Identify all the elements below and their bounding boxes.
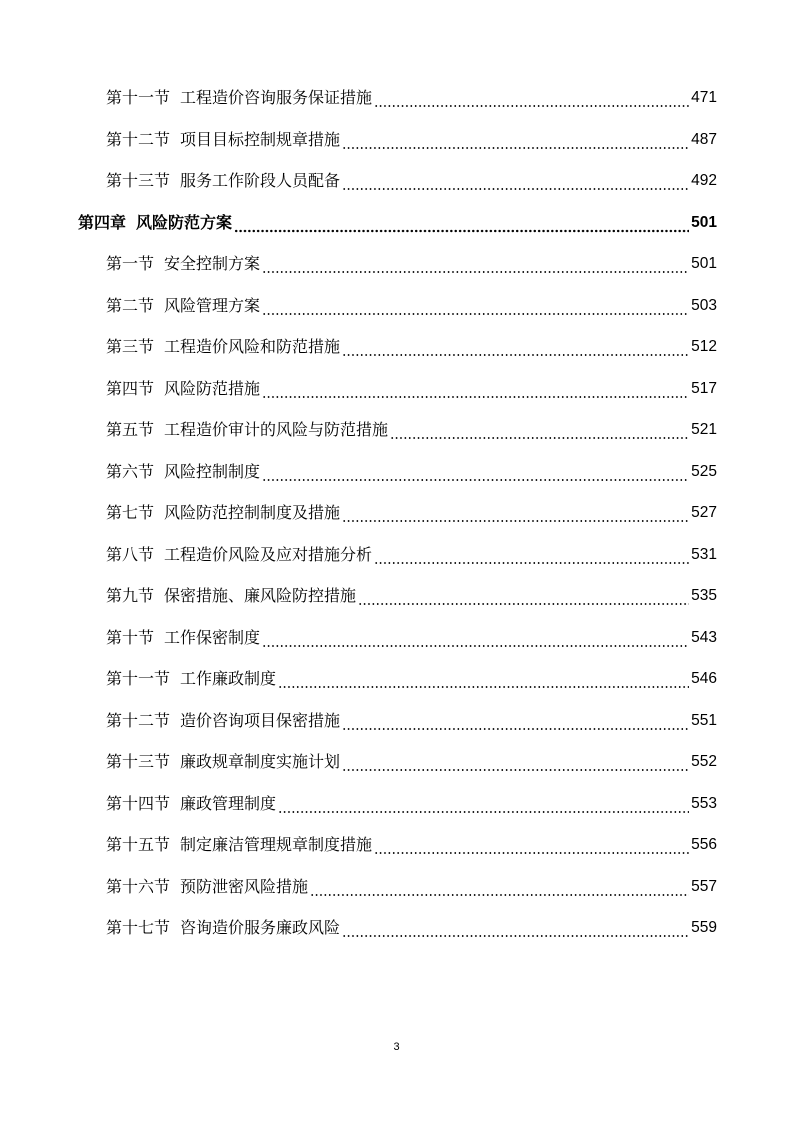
- toc-section-entry[interactable]: [0, 700, 793, 742]
- toc-entry-row: [106, 617, 717, 659]
- toc-section-entry[interactable]: [0, 907, 793, 949]
- toc-entry-number: 第四节: [106, 378, 155, 398]
- toc-section-entry[interactable]: [0, 285, 793, 327]
- toc-entry-label: [106, 534, 374, 576]
- toc-entry-label: [106, 783, 278, 825]
- toc-entry-number: 第十一节: [106, 88, 171, 107]
- toc-entry-row: [78, 202, 717, 244]
- toc-entry-row: [106, 285, 717, 327]
- toc-entry-number: 第一节: [106, 254, 155, 273]
- toc-entry-row: [106, 575, 717, 617]
- toc-entry-page: 552: [691, 753, 717, 770]
- toc-dot-leader: [374, 77, 689, 119]
- toc-entry-label: [106, 907, 342, 949]
- toc-dot-leader: [278, 783, 689, 825]
- toc-entry-number: 第十一节: [106, 669, 171, 688]
- toc-entry-number: 第四章: [78, 212, 127, 232]
- toc-section-entry[interactable]: [0, 617, 793, 659]
- toc-entry-page: 521: [691, 421, 717, 438]
- toc-dot-leader: [342, 907, 689, 949]
- toc-entry-label: [106, 741, 342, 783]
- toc-entry-number: 第七节: [106, 503, 155, 522]
- toc-entry-row: [106, 907, 717, 949]
- toc-entry-number: 第十四节: [106, 793, 171, 813]
- toc-section-entry[interactable]: [0, 783, 793, 825]
- toc-entry-title: 工程造价审计的风险与防范措施: [164, 420, 389, 439]
- toc-entry-number: 第五节: [106, 420, 155, 439]
- toc-section-entry[interactable]: [0, 741, 793, 783]
- toc-entry-title: 安全控制方案: [164, 254, 261, 273]
- toc-entry-row: [106, 326, 717, 368]
- toc-entry-row: [106, 534, 717, 576]
- toc-entry-title: 服务工作阶段人员配备: [180, 171, 341, 190]
- toc-entry-title: 造价咨询项目保密措施: [180, 710, 341, 730]
- toc-section-entry[interactable]: [0, 866, 793, 908]
- toc-entry-number: 第十三节: [106, 752, 171, 771]
- toc-section-entry[interactable]: [0, 492, 793, 534]
- toc-entry-title: 工程造价风险和防范措施: [164, 337, 341, 356]
- toc-entry-label: [106, 658, 278, 700]
- toc-entry-title: 风险防范措施: [164, 378, 261, 398]
- toc-entry-row: [106, 160, 717, 202]
- toc-entry-number: 第九节: [106, 586, 155, 605]
- toc-entry-title: 制定廉洁管理规章制度措施: [180, 835, 373, 854]
- toc-dot-leader: [374, 534, 689, 576]
- toc-dot-leader: [342, 119, 689, 161]
- toc-entry-label: [106, 77, 374, 119]
- toc-entry-row: [106, 824, 717, 866]
- toc-entry-number: 第八节: [106, 544, 155, 564]
- toc-entry-label: [106, 326, 342, 368]
- toc-entry-label: [106, 119, 342, 161]
- toc-section-entry[interactable]: [0, 658, 793, 700]
- toc-entry-number: 第二节: [106, 295, 155, 315]
- toc-entry-label: [106, 866, 310, 908]
- toc-entry-row: [106, 658, 717, 700]
- toc-entry-number: 第十二节: [106, 710, 171, 730]
- toc-entry-number: 第三节: [106, 337, 155, 356]
- toc-section-entry[interactable]: [0, 243, 793, 285]
- toc-entry-number: 第六节: [106, 461, 155, 481]
- toc-entry-title: 廉政规章制度实施计划: [180, 752, 341, 771]
- toc-section-entry[interactable]: [0, 409, 793, 451]
- toc-dot-leader: [262, 285, 689, 327]
- toc-section-entry[interactable]: [0, 326, 793, 368]
- toc-entry-label: [106, 368, 262, 410]
- toc-entry-label: [106, 160, 342, 202]
- toc-entry-page: 553: [691, 794, 717, 812]
- toc-dot-leader: [278, 658, 689, 700]
- toc-dot-leader: [262, 243, 689, 285]
- toc-entry-page: 487: [691, 130, 717, 148]
- toc-entry-page: 525: [691, 462, 717, 480]
- toc-entry-page: 501: [691, 255, 717, 272]
- toc-entry-page: 492: [691, 172, 717, 189]
- toc-entry-page: 551: [691, 711, 717, 729]
- page-number: 3: [393, 1041, 400, 1053]
- toc-entry-number: 第十五节: [106, 835, 171, 854]
- toc-entry-title: 风险管理方案: [164, 295, 261, 315]
- toc-dot-leader: [342, 160, 689, 202]
- toc-entry-label: [106, 824, 374, 866]
- toc-entry-page: 503: [691, 296, 717, 314]
- toc-entry-row: [106, 77, 717, 119]
- toc-entry-number: 第十七节: [106, 918, 171, 937]
- toc-entry-title: 风险防范控制制度及措施: [164, 503, 341, 522]
- toc-entry-title: 保密措施、廉风险防控措施: [164, 586, 357, 605]
- toc-dot-leader: [342, 326, 689, 368]
- toc-dot-leader: [342, 741, 689, 783]
- toc-dot-leader: [374, 824, 689, 866]
- toc-entry-label: [106, 492, 342, 534]
- toc-dot-leader: [310, 866, 689, 908]
- toc-entry-page: 535: [691, 587, 717, 604]
- toc-entry-page: 546: [691, 670, 717, 687]
- toc-entry-title: 工作保密制度: [164, 627, 261, 647]
- toc-entry-row: [106, 368, 717, 410]
- toc-entry-label: [106, 285, 262, 327]
- toc-entry-title: 风险控制制度: [164, 461, 261, 481]
- toc-dot-leader: [262, 368, 689, 410]
- toc-entry-title: 咨询造价服务廉政风险: [180, 918, 341, 937]
- toc-entry-row: [106, 783, 717, 825]
- toc-entry-row: [106, 243, 717, 285]
- toc-entry-row: [106, 741, 717, 783]
- toc-section-entry[interactable]: [0, 160, 793, 202]
- toc-entry-number: 第十节: [106, 627, 155, 647]
- toc-dot-leader: [358, 575, 689, 617]
- toc-entry-label: [106, 575, 358, 617]
- toc-entry-number: 第十三节: [106, 171, 171, 190]
- toc-entry-label: [78, 202, 234, 244]
- toc-entry-page: 556: [691, 836, 717, 853]
- toc-entry-title: 预防泄密风险措施: [180, 876, 309, 896]
- toc-entry-page: 512: [691, 338, 717, 355]
- toc-dot-leader: [342, 492, 689, 534]
- toc-entry-title: 廉政管理制度: [180, 793, 277, 813]
- toc-entry-row: [106, 866, 717, 908]
- toc-entry-page: 543: [691, 628, 717, 646]
- toc-entry-label: [106, 451, 262, 493]
- toc-entry-title: 工程造价咨询服务保证措施: [180, 88, 373, 107]
- toc-entry-row: [106, 451, 717, 493]
- toc-entry-number: 第十六节: [106, 876, 171, 896]
- toc-section-entry[interactable]: [0, 77, 793, 119]
- toc-section-entry[interactable]: [0, 575, 793, 617]
- toc-dot-leader: [390, 409, 689, 451]
- toc-dot-leader: [342, 700, 689, 742]
- toc-entry-title: 工程造价风险及应对措施分析: [164, 544, 373, 564]
- toc-entry-title: 工作廉政制度: [180, 669, 277, 688]
- toc-entry-label: [106, 243, 262, 285]
- toc-entry-row: [106, 492, 717, 534]
- toc-entry-label: [106, 700, 342, 742]
- toc-entry-page: 501: [691, 213, 717, 231]
- toc-entry-row: [106, 700, 717, 742]
- toc-entry-page: 531: [691, 545, 717, 563]
- toc-entry-page: 527: [691, 504, 717, 521]
- toc-entry-title: 项目目标控制规章措施: [180, 129, 341, 149]
- toc-entry-row: [106, 119, 717, 161]
- toc-section-entry[interactable]: [0, 119, 793, 161]
- toc-section-entry[interactable]: [0, 824, 793, 866]
- toc-entry-label: [106, 617, 262, 659]
- toc-chapter-entry[interactable]: [0, 202, 793, 244]
- toc-section-entry[interactable]: [0, 534, 793, 576]
- toc-entry-page: 557: [691, 877, 717, 895]
- toc-dot-leader: [262, 451, 689, 493]
- toc-section-entry[interactable]: [0, 451, 793, 493]
- toc-entry-number: 第十二节: [106, 129, 171, 149]
- toc-entry-page: 517: [691, 379, 717, 397]
- toc-dot-leader: [262, 617, 689, 659]
- toc-entry-row: [106, 409, 717, 451]
- toc-section-entry[interactable]: [0, 368, 793, 410]
- toc-dot-leader: [234, 202, 689, 244]
- toc-entry-title: 风险防范方案: [136, 212, 233, 232]
- table-of-contents: [0, 77, 793, 949]
- toc-entry-label: [106, 409, 390, 451]
- toc-entry-page: 471: [691, 89, 717, 106]
- toc-entry-page: 559: [691, 919, 717, 936]
